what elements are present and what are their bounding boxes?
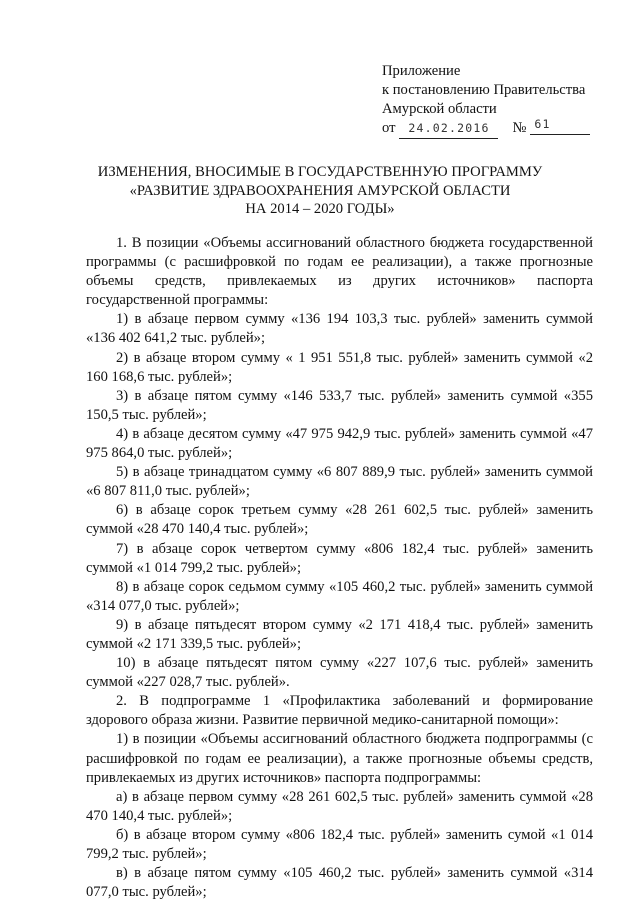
from-label: от — [382, 120, 396, 136]
paragraph-item: 1) в абзаце первом сумму «136 194 103,3 тыс. рублей» заменить суммой «136 402 641,2 тыс. рублей»; — [86, 311, 593, 347]
paragraph-item: а) в абзаце первом сумму «28 261 602,5 тыс. рублей» заменить суммой «28 470 140,4 тыс. рублей»; — [86, 788, 593, 824]
title-line-3: НА 2014 – 2020 ГОДЫ» — [245, 201, 395, 217]
document-body — [86, 234, 593, 902]
paragraph-item: 6) в абзаце сорок третьем сумму «28 261 602,5 тыс. рублей» заменить суммой «28 470 140,4 тыс. рублей»; — [86, 502, 593, 538]
document-title — [0, 163, 640, 219]
paragraph-item: 3) в абзаце пятом сумму «146 533,7 тыс. рублей» заменить суммой «355 150,5 тыс. рублей»; — [86, 387, 593, 423]
approval-date-line — [382, 119, 622, 139]
approval-date: 24.02.2016 — [399, 119, 498, 139]
paragraph-item: в) в абзаце пятом сумму «105 460,2 тыс. рублей» заменить суммой «314 077,0 тыс. рублей»; — [86, 865, 593, 901]
paragraph-section-2: 2. В подпрограмме 1 «Профилактика заболеваний и формирование здорового образа жизни. Развитие первичной медико-санитарной помощи»: — [86, 693, 593, 729]
approval-line-1: Приложение — [382, 63, 461, 79]
approval-number: 61 — [530, 115, 590, 135]
paragraph-section-1: 1. В позиции «Объемы ассигнований областного бюджета государственной программы (с расшифровкой по годам ее реализации), а также прогнозные объемы средств, привлекаемых из других источников» паспорта государственной программы: — [86, 235, 593, 309]
paragraph-subsection: 1) в позиции «Объемы ассигнований областного бюджета подпрограммы (с расшифровкой по годам ее реализации), а также прогнозные объемы средств, привлекаемых из других источников» паспорта подпрограммы: — [86, 731, 593, 786]
paragraph-item: б) в абзаце втором сумму «806 182,4 тыс. рублей» заменить сумой «1 014 799,2 тыс. рублей»; — [86, 826, 593, 862]
approval-block — [382, 62, 622, 139]
title-line-2: «РАЗВИТИЕ ЗДРАВООХРАНЕНИЯ АМУРСКОЙ ОБЛАСТИ — [129, 182, 511, 199]
paragraph-item: 10) в абзаце пятьдесят пятом сумму «227 107,6 тыс. рублей» заменить суммой «227 028,7 тыс. рублей». — [86, 655, 593, 691]
paragraph-item: 8) в абзаце сорок седьмом сумму «105 460,2 тыс. рублей» заменить суммой «314 077,0 тыс. рублей»; — [86, 578, 593, 614]
approval-line-2: к постановлению Правительства — [382, 82, 586, 98]
paragraph-item: 4) в абзаце десятом сумму «47 975 942,9 тыс. рублей» заменить суммой «47 975 864,0 тыс. рублей»; — [86, 425, 593, 462]
paragraph-item: 5) в абзаце тринадцатом сумму «6 807 889,9 тыс. рублей» заменить суммой «6 807 811,0 тыс. рублей»; — [86, 464, 593, 500]
number-label: № — [512, 120, 527, 136]
paragraph-item: 7) в абзаце сорок четвертом сумму «806 182,4 тыс. рублей» заменить суммой «1 014 799,2 тыс. рублей»; — [86, 540, 593, 576]
approval-line-3: Амурской области — [382, 101, 497, 117]
title-line-1: ИЗМЕНЕНИЯ, ВНОСИМЫЕ В ГОСУДАРСТВЕННУЮ ПРОГРАММУ — [97, 164, 543, 180]
paragraph-item: 2) в абзаце втором сумму « 1 951 551,8 тыс. рублей» заменить суммой «2 160 168,6 тыс. рублей»; — [86, 349, 593, 385]
paragraph-item: 9) в абзаце пятьдесят втором сумму «2 171 418,4 тыс. рублей» заменить суммой «2 171 339,5 тыс. рублей»; — [86, 616, 593, 652]
